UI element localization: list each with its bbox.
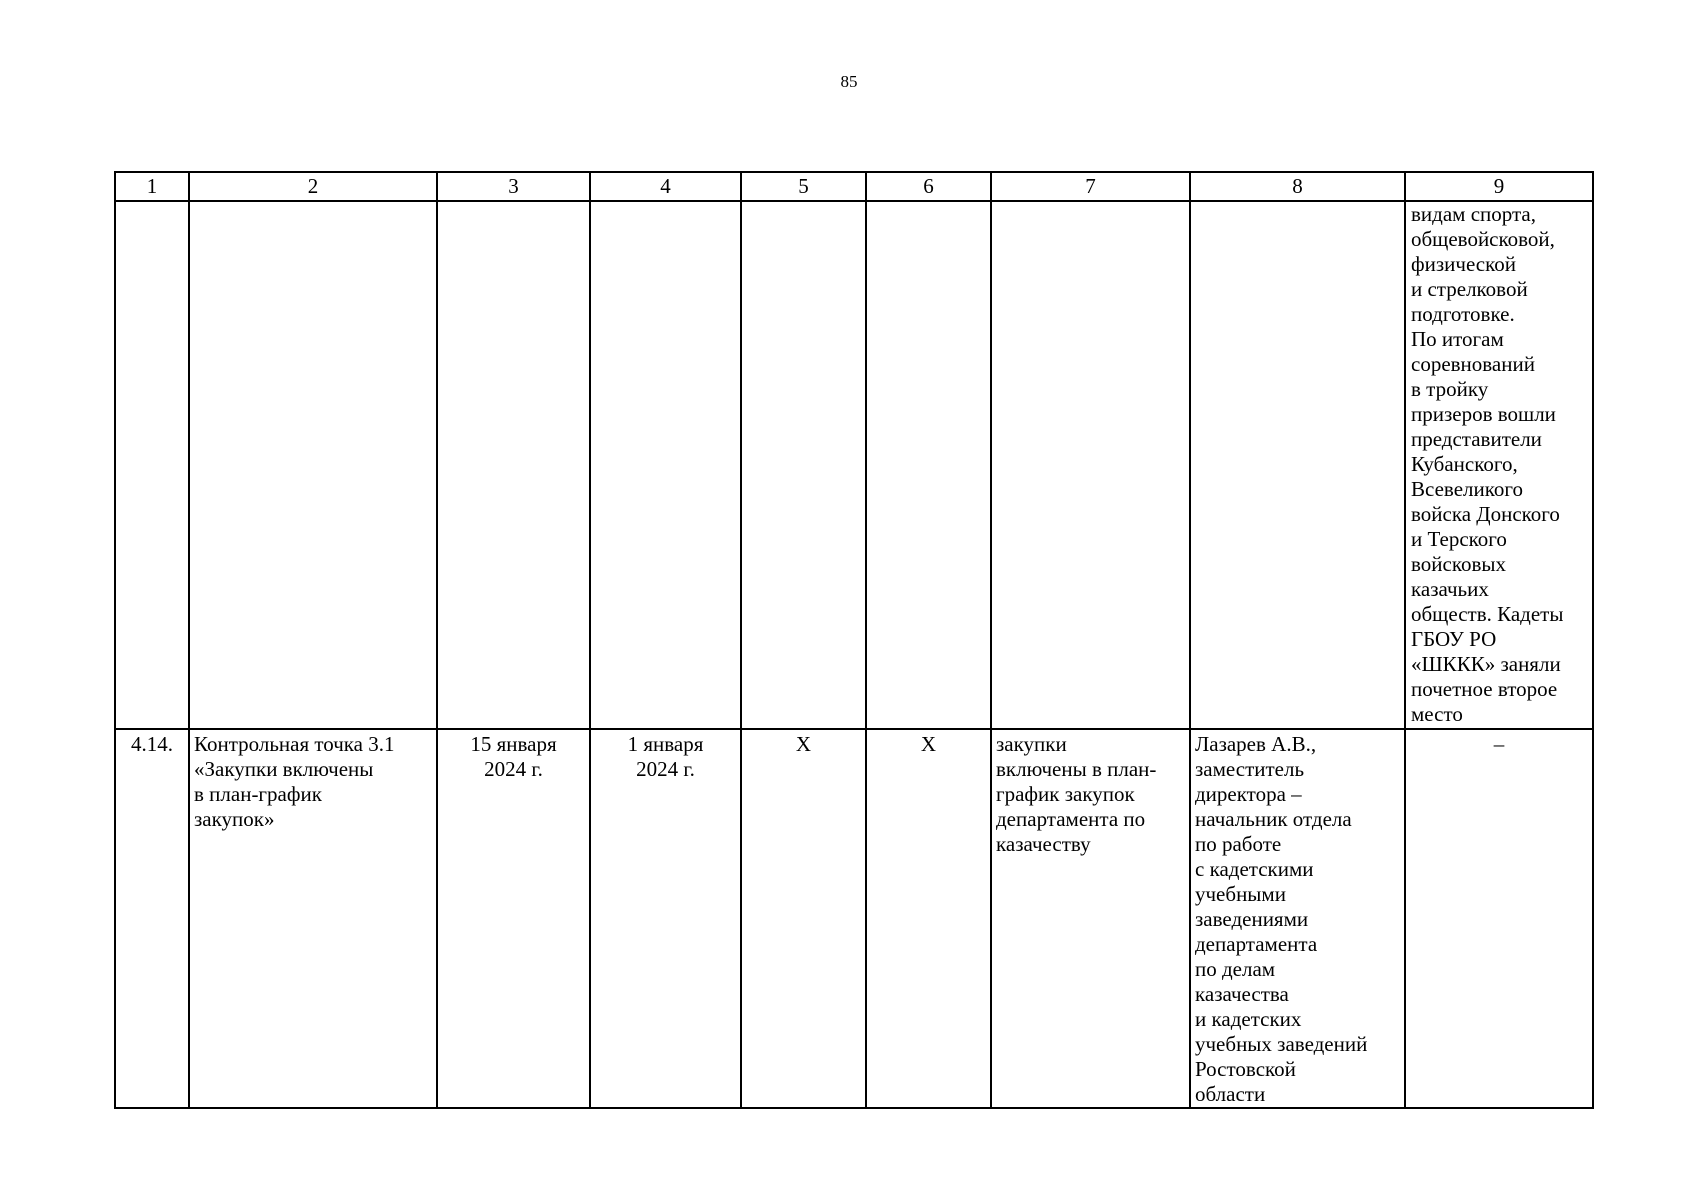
header-cell-5: 5 [741, 172, 866, 201]
table-cell [189, 201, 437, 729]
row-number-cell: 4.14. [115, 729, 189, 1108]
header-cell-9: 9 [1405, 172, 1593, 201]
event-name-cell: Контрольная точка 3.1 «Закупки включены в план-график закупок» [189, 729, 437, 1108]
page-number: 85 [840, 72, 858, 91]
table-row-4-14 [115, 729, 1593, 1108]
column-6-cell: X [866, 729, 991, 1108]
header-cell-8: 8 [1190, 172, 1405, 201]
header-cell-7: 7 [991, 172, 1190, 201]
table-cell [1190, 201, 1405, 729]
table-row-continuation [115, 201, 1593, 729]
table-header-row [115, 172, 1593, 201]
table-cell [437, 201, 590, 729]
table-cell [590, 201, 741, 729]
table-cell [991, 201, 1190, 729]
report-table [114, 171, 1594, 1109]
header-cell-2: 2 [189, 172, 437, 201]
header-cell-4: 4 [590, 172, 741, 201]
header-cell-1: 1 [115, 172, 189, 201]
responsible-cell: Лазарев А.В., заместитель директора – начальник отдела по работе с кадетскими учебными заведениями департамента по делам казачества и кадетских учебных заведений Ростовской области [1190, 729, 1405, 1108]
column-5-cell: X [741, 729, 866, 1108]
planned-date-cell: 15 января 2024 г. [437, 729, 590, 1108]
header-cell-3: 3 [437, 172, 590, 201]
result-cell: закупки включены в план- график закупок департамента по казачеству [991, 729, 1190, 1108]
continuation-note-cell: видам спорта, общевойсковой, физической и стрелковой подготовке. По итогам соревнований в тройку призеров вошли представители Кубанского, Всевеликого войска Донского и Терского войсковых казачьих обществ. Кадеты ГБОУ РО «ШККК» заняли почетное второе место [1405, 201, 1593, 729]
table-cell [866, 201, 991, 729]
actual-date-cell: 1 января 2024 г. [590, 729, 741, 1108]
table-cell [115, 201, 189, 729]
note-cell: – [1405, 729, 1593, 1108]
table-cell [741, 201, 866, 729]
header-cell-6: 6 [866, 172, 991, 201]
